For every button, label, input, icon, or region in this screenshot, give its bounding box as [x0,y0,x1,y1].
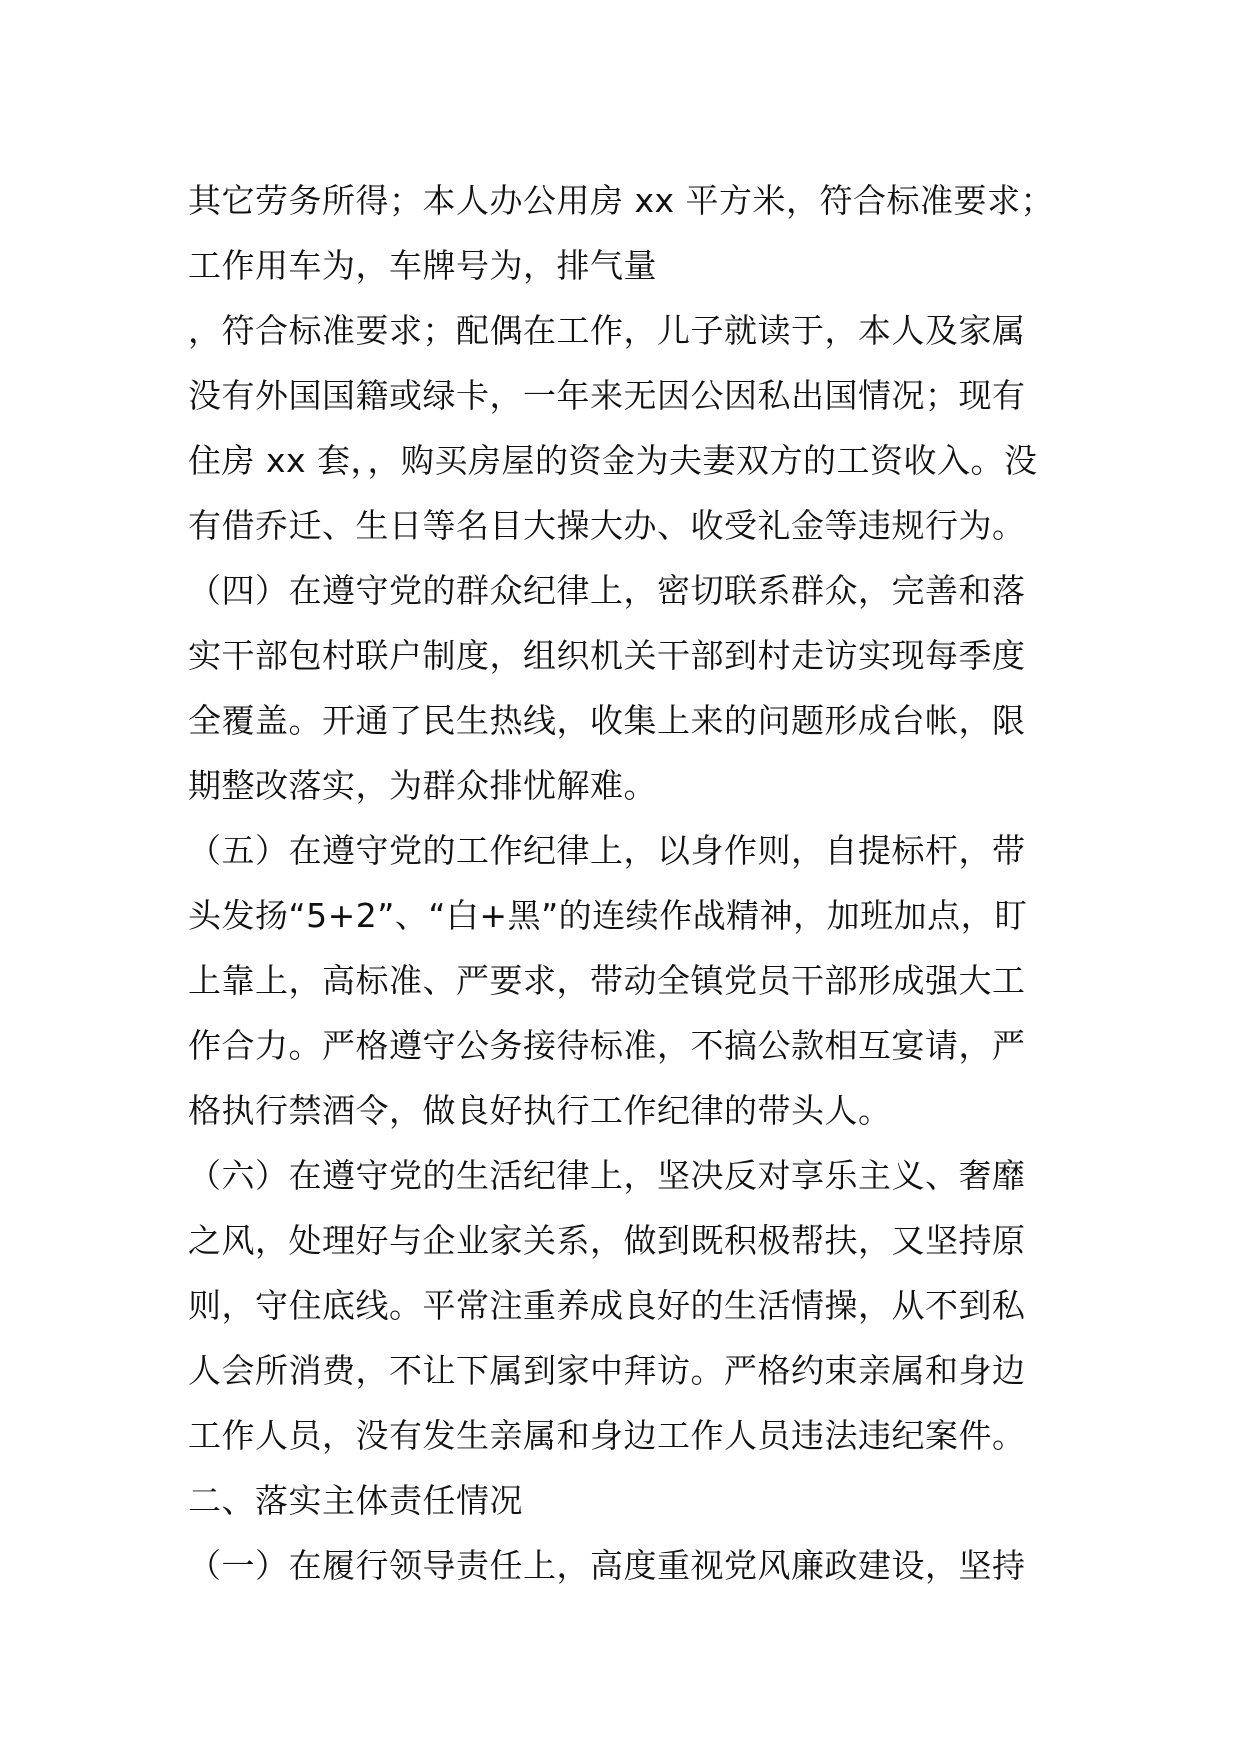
text-line: 则，守住底线。平常注重养成良好的生活情操，从不到私 [188,1286,1026,1325]
text-line: 全覆盖。开通了民生热线，收集上来的问题形成台帐，限 [188,701,1026,740]
text-line: 没有外国国籍或绿卡，一年来无因公因私出国情况；现有 [188,376,1026,415]
text-line: 格执行禁酒令，做良好执行工作纪律的带头人。 [188,1091,892,1130]
text-line: 之风，处理好与企业家关系，做到既积极帮扶，又坚持原 [188,1221,1026,1260]
section-heading-four: （四）在遵守党的群众纪律上，密切联系群众，完善和落 [188,571,1026,610]
text-line: ，符合标准要求；配偶在工作，儿子就读于，本人及家属 [188,311,1026,350]
text-line: 期整改落实，为群众排忧解难。 [188,766,657,805]
chapter-heading-two: 二、落实主体责任情况 [188,1481,523,1520]
text-line: 上靠上，高标准、严要求，带动全镇党员干部形成强大工 [188,961,1026,1000]
text-line: 工作用车为，车牌号为，排气量 [188,246,657,285]
text-line: 住房 xx 套，，购买房屋的资金为夫妻双方的工资收入。没 [188,441,1038,480]
text-line: 人会所消费，不让下属到家中拜访。严格约束亲属和身边 [188,1351,1026,1390]
text-line: 作合力。严格遵守公务接待标准，不搞公款相互宴请，严 [188,1026,1026,1065]
section-heading-one: （一）在履行领导责任上，高度重视党风廉政建设，坚持 [188,1546,1026,1585]
section-heading-five: （五）在遵守党的工作纪律上，以身作则，自提标杆，带 [188,831,1026,870]
text-line: 其它劳务所得；本人办公用房 xx 平方米，符合标准要求； [188,181,1055,220]
text-line: 工作人员，没有发生亲属和身边工作人员违法违纪案件。 [188,1416,1026,1455]
text-line: 头发扬“5+2”、“白+黑”的连续作战精神，加班加点，盯 [188,896,1028,935]
section-heading-six: （六）在遵守党的生活纪律上，坚决反对享乐主义、奢靡 [188,1156,1026,1195]
text-line: 有借乔迁、生日等名目大操大办、收受礼金等违规行为。 [188,506,1026,545]
text-line: 实干部包村联户制度，组织机关干部到村走访实现每季度 [188,636,1026,675]
body-text [188,168,1068,1598]
